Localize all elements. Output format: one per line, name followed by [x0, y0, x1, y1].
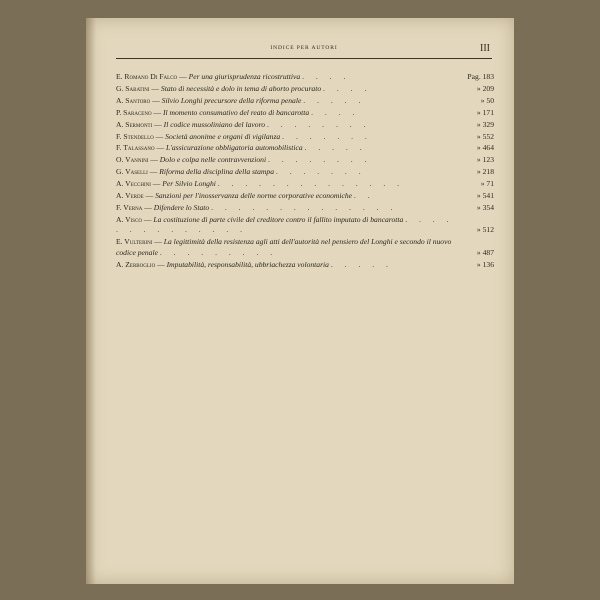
entry-title: Difendere lo Stato: [153, 202, 210, 212]
entry-page: » 354: [476, 202, 494, 212]
entry-page: » 123: [476, 155, 494, 165]
entry-page: » 541: [476, 191, 494, 201]
entry-author: A. Vecchini: [116, 179, 151, 189]
index-entry: E. Romano Di Falco — Per una giurisprudenza ricostruttiva . . . . Pag. 183: [116, 72, 494, 81]
index-entry: E. Vulterini — La legittimità della resistenza agli atti dell'autorità nel pensiero del Longhi e secondo il nuovo codice penale . . . . . . . . . » 487: [116, 237, 494, 257]
entry-title: Silvio Longhi precursore della riforma penale: [161, 95, 302, 105]
index-entry: P. Saraceno — Il momento consumativo del reato di bancarotta . . . . » 171: [116, 107, 494, 117]
index-entry: A. Visco — La costituzione di parte civile del creditore contro il fallito imputato di bancarotta . . . . . . . . . . . . . . » 512: [116, 214, 494, 235]
entry-page: » 512: [476, 225, 494, 235]
entry-title: Il codice mussoliniano del lavoro: [163, 119, 266, 129]
index-entry: F. Stendello — Società anonime e organi di vigilanza . . . . . . . » 552: [116, 131, 494, 141]
index-entry: G. Sabatini — Stato di necessità e dolo in tema di aborto procurato . . . . » 209: [116, 83, 494, 93]
entry-page: » 464: [476, 143, 494, 153]
entry-title: L'assicurazione obbligatoria automobilistica: [165, 143, 303, 153]
entry-author: F. Stendello: [116, 131, 154, 141]
entry-title: Sanzioni per l'inosservanza delle norme corporative economiche: [155, 191, 352, 201]
entry-author: A. Visco: [116, 214, 143, 224]
index-entry: A. Vecchini — Per Silvio Longhi . . . . . . . . . . . . . . » 71: [116, 179, 494, 189]
entry-author: A. Verde: [116, 191, 144, 201]
page-header: [116, 44, 492, 59]
entry-page: » 329: [476, 119, 494, 129]
entry-page: » 136: [476, 259, 494, 269]
entry-title: Dolo e colpa nelle contravvenzioni: [159, 155, 267, 165]
entry-title: La costituzione di parte civile del creditore contro il fallito imputato di bancarotta: [153, 214, 404, 224]
entry-title: Riforma della disciplina della stampa: [159, 167, 274, 177]
entry-author: E. Romano Di Falco: [116, 72, 178, 81]
index-entry: F. Talassano — L'assicurazione obbligatoria automobilistica . . . . . » 464: [116, 143, 494, 153]
book-page: [86, 18, 514, 584]
entry-author: F. Talassano: [116, 143, 155, 153]
entry-author: A. Santoro: [116, 95, 151, 105]
entry-author: F. Verna: [116, 202, 143, 212]
entry-author: O. Vannini: [116, 155, 149, 165]
page-number: III: [480, 43, 490, 54]
entry-author: G. Vaselli: [116, 167, 148, 177]
entry-author: A. Sermonti: [116, 119, 153, 129]
index-entry: A. Santoro — Silvio Longhi precursore della riforma penale . . . . . » 50: [116, 95, 494, 105]
entry-page: » 209: [476, 83, 494, 93]
index-entry: O. Vannini — Dolo e colpa nelle contravvenzioni . . . . . . . . » 123: [116, 155, 494, 165]
entry-title: Società anonime e organi di vigilanza: [165, 131, 281, 141]
entry-page: » 171: [476, 107, 494, 117]
index-entry: A. Zerboglio — Imputabilità, responsabilità, ubbriachezza volontaria . . . . . » 136: [116, 259, 494, 269]
index-entry: A. Verde — Sanzioni per l'inosservanza delle norme corporative economiche . . » 541: [116, 191, 494, 201]
entry-author: P. Saraceno: [116, 107, 152, 117]
entry-author: A. Zerboglio: [116, 259, 156, 269]
entry-title: La legittimità della resistenza agli atti dell'autorità nel pensiero del Longhi e secondo il nuovo codice penale: [116, 237, 452, 257]
running-title: INDICE PER AUTORI: [270, 45, 338, 51]
entry-title: Per una giurisprudenza ricostruttiva: [188, 72, 301, 81]
entry-title: Per Silvio Longhi: [162, 179, 216, 189]
entry-title: Imputabilità, responsabilità, ubbriachezza volontaria: [166, 259, 329, 269]
entry-author: E. Vulterini: [116, 237, 153, 247]
entry-title: Stato di necessità e dolo in tema di aborto procurato: [160, 83, 322, 93]
entry-page: » 487: [476, 247, 494, 257]
entry-page: Pag. 183: [467, 72, 494, 81]
entry-page: » 71: [480, 179, 494, 189]
author-index: [116, 72, 494, 271]
index-entry: A. Sermonti — Il codice mussoliniano del lavoro . . . . . . . . » 329: [116, 119, 494, 129]
index-entry: F. Verna — Difendere lo Stato . . . . . . . . . . . . . . » 354: [116, 202, 494, 212]
index-entry: G. Vaselli — Riforma della disciplina della stampa . . . . . . . » 218: [116, 167, 494, 177]
entry-page: » 218: [476, 167, 494, 177]
entry-author: G. Sabatini: [116, 83, 150, 93]
entry-page: » 552: [476, 131, 494, 141]
entry-title: Il momento consumativo del reato di bancarotta: [162, 107, 310, 117]
entry-page: » 50: [480, 95, 494, 105]
